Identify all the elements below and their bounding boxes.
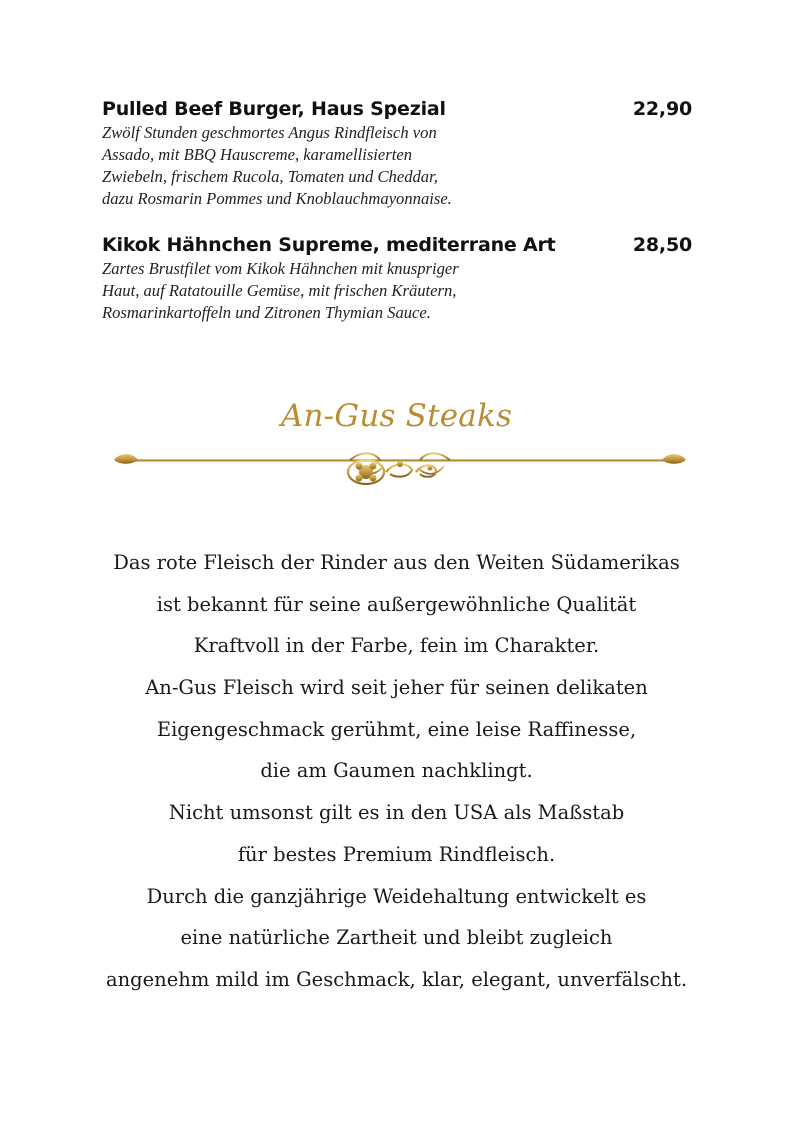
dish-price: 22,90 [632, 98, 692, 120]
intro-line: eine natürliche Zartheit und bleibt zugleich [180, 926, 613, 950]
intro-line: angenehm mild im Geschmack, klar, elegant, unverfälscht. [105, 967, 688, 991]
dish-name: Kikok Hähnchen Supreme, mediterrane Art [102, 234, 556, 256]
gold-flourish-divider-icon [112, 446, 688, 492]
dish-item [102, 234, 692, 324]
dish-header [102, 98, 692, 120]
intro-line: Das rote Fleisch der Rinder aus den Weiten Südamerikas [113, 551, 680, 574]
intro-line: für bestes Premium Rindfleisch. [237, 842, 556, 866]
dish-price: 28,50 [632, 234, 692, 256]
dish-header [102, 234, 692, 256]
intro-line: An-Gus Fleisch wird seit jeher für seinen delikaten [145, 676, 648, 700]
intro-line: ist bekannt für seine außergewöhnliche Qualität [156, 592, 637, 616]
dish-description: Zartes Brustfilet vom Kikok Hähnchen mit knuspriger Haut, auf Ratatouille Gemüse, mit frischen Kräutern, Rosmarinkartoffeln und Zitronen Thymian Sauce. [102, 259, 459, 322]
intro-line: die am Gaumen nachklingt. [260, 759, 533, 783]
intro-line: Eigengeschmack gerühmt, eine leise Raffinesse, [156, 717, 637, 741]
section-intro [0, 542, 793, 1001]
dish-item [102, 98, 692, 210]
section-title: An-Gus Steaks [280, 398, 513, 434]
dish-description: Zwölf Stunden geschmortes Angus Rindfleisch von Assado, mit BBQ Hauscreme, karamellisierten Zwiebeln, frischem Rucola, Tomaten und Cheddar, dazu Rosmarin Pommes und Knoblauchmayonnaise. [102, 123, 452, 208]
intro-line: Nicht umsonst gilt es in den USA als Maßstab [168, 801, 625, 825]
dish-name: Pulled Beef Burger, Haus Spezial [102, 98, 446, 120]
intro-line: Kraftvoll in der Farbe, fein im Charakter. [193, 634, 600, 658]
intro-line: Durch die ganzjährige Weidehaltung entwickelt es [146, 884, 647, 908]
